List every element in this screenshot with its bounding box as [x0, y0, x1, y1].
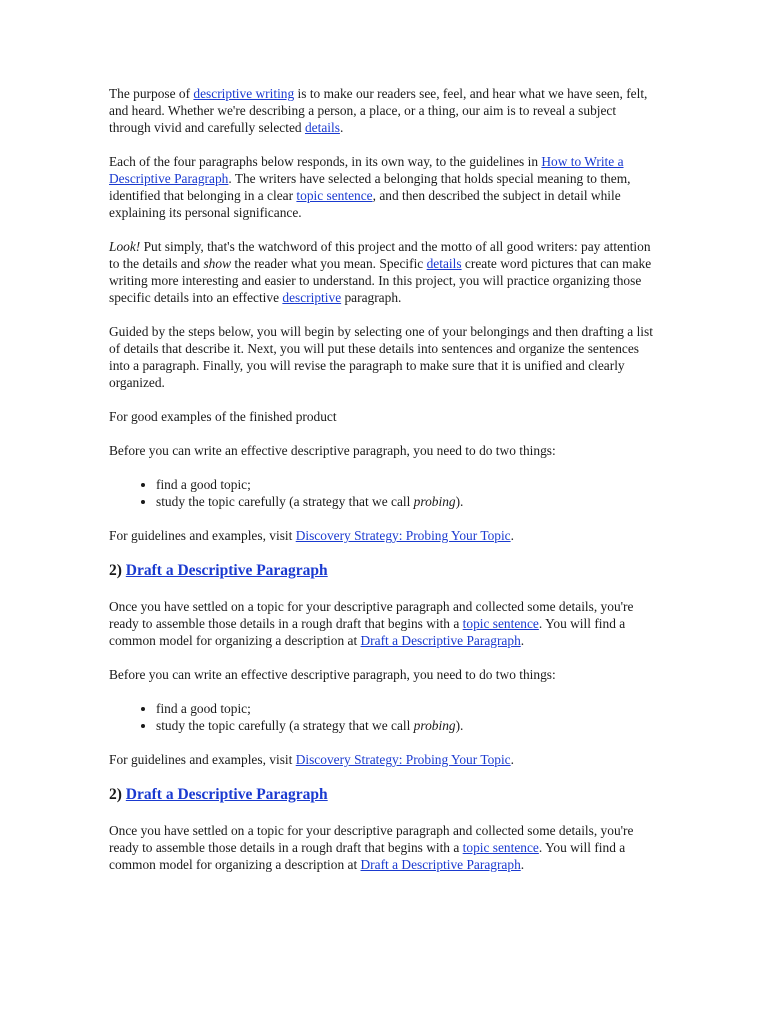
probing-emphasis: probing [413, 718, 456, 733]
probing-emphasis: probing [413, 494, 456, 509]
text: For guidelines and examples, visit [109, 528, 296, 543]
topic-sentence-link[interactable]: topic sentence [462, 616, 539, 631]
intro-paragraph [109, 85, 659, 136]
guidelines-paragraph [109, 153, 659, 221]
text: study the topic carefully (a strategy that we call [156, 718, 414, 733]
text: . [520, 857, 525, 872]
look-paragraph [109, 238, 659, 306]
draft-paragraph-link[interactable]: Draft a Descriptive Paragraph [360, 633, 521, 648]
list-item [156, 717, 659, 734]
section-heading [109, 785, 659, 805]
guidelines-link-paragraph [109, 527, 659, 544]
text: . You will find a common model for organizing a description at [109, 616, 626, 648]
text: Put simply, that's the watchword of this project and the motto of all good writers: pay attention to the details and [109, 239, 651, 271]
text: ). [455, 718, 464, 733]
draft-heading-link[interactable]: Draft a Descriptive Paragraph [125, 786, 328, 803]
text: Once you have settled on a topic for your descriptive paragraph and collected some details, you're ready to assemble those details in a rough draft that begins with a [109, 823, 634, 855]
details-link[interactable]: details [426, 256, 462, 271]
show-emphasis: show [203, 256, 232, 271]
text: Once you have settled on a topic for your descriptive paragraph and collected some details, you're ready to assemble those details in a rough draft that begins with a [109, 599, 634, 631]
task-list [109, 476, 659, 510]
text: . [510, 528, 514, 543]
examples-paragraph: For good examples of the finished product [109, 409, 337, 424]
steps-paragraph: Guided by the steps below, you will begin by selecting one of your belongings and then drafting a list of details that describe it. Next, you will put these details into sentences and organize the sentences into a paragraph. Finally, you will revise the paragraph to make sure that it is unified and clearly organized. [109, 324, 653, 390]
text: . [510, 752, 514, 767]
heading-number: 2) [109, 562, 126, 579]
section-intro: Before you can write an effective descriptive paragraph, you need to do two things: [109, 667, 556, 682]
text: the reader what you mean. Specific [231, 256, 427, 271]
text: is to make our readers see, feel, and hear what we have seen, felt, and heard. Whether we're describing a person, a place, or a thing, our aim is to reveal a subject through vivid and carefully selected [109, 86, 648, 135]
draft-paragraph [109, 598, 659, 649]
guidelines-link-paragraph [109, 751, 659, 768]
list-item [156, 493, 659, 510]
heading-number: 2) [109, 786, 126, 803]
descriptive-link[interactable]: descriptive [282, 290, 342, 305]
topic-sentence-link[interactable]: topic sentence [462, 840, 539, 855]
text: . [520, 633, 525, 648]
text: create word pictures that can make writing more interesting and easier to understand. In this project, you will practice organizing those specific details into an effective [109, 256, 652, 305]
text: . [339, 120, 344, 135]
list-item: • find a good topic; [156, 700, 659, 717]
text: For guidelines and examples, visit [109, 752, 296, 767]
text: . The writers have selected a belonging that holds special meaning to them, identified that belonging in a clear [109, 171, 631, 203]
topic-sentence-link[interactable]: topic sentence [296, 188, 373, 203]
task-list [109, 700, 659, 734]
text: ). [455, 494, 464, 509]
text: , and then described the subject in detail while explaining its personal significance. [109, 188, 621, 220]
section-intro: Before you can write an effective descriptive paragraph, you need to do two things: [109, 443, 556, 458]
draft-heading-link[interactable]: Draft a Descriptive Paragraph [125, 562, 328, 579]
text: The purpose of [109, 86, 194, 101]
probing-topic-link[interactable]: Discovery Strategy: Probing Your Topic [295, 528, 511, 543]
descriptive-writing-link[interactable]: descriptive writing [193, 86, 295, 101]
section-heading [109, 561, 659, 581]
text: paragraph. [341, 290, 402, 305]
list-item: • find a good topic; [156, 476, 659, 493]
draft-paragraph [109, 822, 659, 873]
text: Each of the four paragraphs below responds, in its own way, to the guidelines in [109, 154, 542, 169]
look-emphasis: Look! [109, 239, 141, 254]
text: study the topic carefully (a strategy that we call [156, 494, 414, 509]
document-body [109, 85, 659, 890]
how-to-write-link[interactable]: How to Write a Descriptive Paragraph [109, 154, 624, 186]
draft-paragraph-link[interactable]: Draft a Descriptive Paragraph [360, 857, 521, 872]
text: . You will find a common model for organizing a description at [109, 840, 626, 872]
probing-topic-link[interactable]: Discovery Strategy: Probing Your Topic [295, 752, 511, 767]
details-link[interactable]: details [304, 120, 340, 135]
